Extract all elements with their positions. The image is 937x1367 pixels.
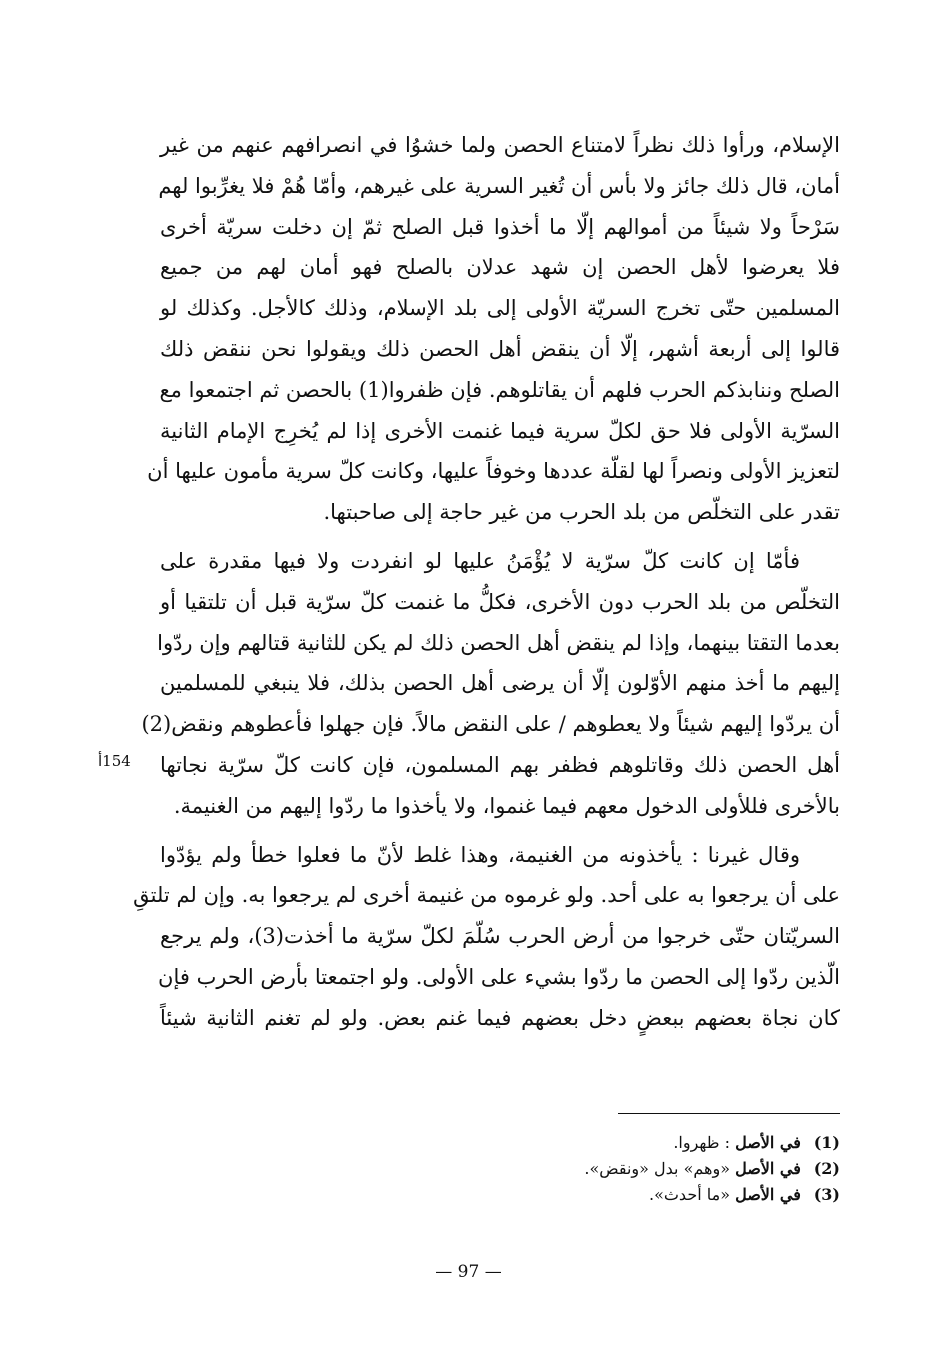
text-line: قالوا إلى أربعة أشهر، إلّا أن ينقض أهل الحصن ذلك ويقولوا نحن ننقض ذلك [160,336,841,361]
text-line: بالأخرى فللأولى الدخول معهم فيما غنموا، ولا يأخذوا ما ردّوا إليهم من الغنيمة. [173,793,840,818]
footnote-text: «وهم» بدل «ونقض». [584,1159,730,1178]
text-line: إليهم ما أخذ منهم الأوّلون إلّا أن يرضى أهل الحصن بذلك، فلا ينبغي للمسلمين [160,671,840,696]
text-line: الّذين ردّوا إلى الحصن ما ردّوا بشيء على الأولى. ولو اجتمعتا بأرض الحرب فإن [158,964,840,989]
footnote-number: (3) [813,1185,840,1204]
text-line: لتعزيز الأولى ونصراً لها لقلّة عددها وخوفاً عليها، وكانت كلّ سرية مأمون عليها أن [147,459,840,484]
text-line: الإسلام، ورأوا ذلك نظراً لامتناع الحصن ولما خشوُا في انصرافهم عنهم من غير [160,133,840,157]
footnote-2 [420,1156,840,1182]
text-line: أمان، قال ذلك جائز ولا بأس أن تُغير السرية على غيرهم، وأمّا هُمْ فلا يغرِّبوا لهم [158,173,840,198]
text-line: التخلّص من بلد الحرب دون الأخرى، فكلُّ ما غنمت كلّ سرّية قبل أن تلتقيا أو [160,589,840,614]
text-line: وقال غيرنا : يأخذونه من الغنيمة، وهذا غلط لأنّ ما فعلوا خطأ ولم يؤدّوا [160,842,800,867]
footnote-3 [420,1182,840,1208]
footnote-source: في الأصل [735,1133,801,1152]
text-line: الصلح وننابذكم الحرب فلهم أن يقاتلوهم. فإن ظفروا(1) بالحصن ثم اجتمعوا مع [159,377,840,402]
footnote-text: : ظهروا. [673,1133,730,1152]
text-line: سَرْحاً ولا شيئاً من أموالهم إلّا ما أخذوا قبل الصلح ثمّ إن دخلت سريّة أخرى [160,214,840,239]
text-line: أن يردّوا إليهم شيئاً ولا يعطوهم / على النقض مالاً. فإن جهلوا فأعطوهم ونقض(2) [141,712,840,737]
paragraph-2 [141,541,840,827]
text-line: على أن يرجعوا به على أحد. ولو غرموه من غنيمة أخرى لم يرجعوا به. وإن لم تلتقِ [133,883,840,908]
footnote-number: (1) [813,1133,840,1152]
footnote-divider [618,1113,840,1114]
text-line: المسلمين حتّى تخرج السريّة الأولى إلى بلد الإسلام، وذلك كالأجل. وكذلك لو [160,296,840,321]
footnote-1 [420,1130,840,1156]
manuscript-folio-marker: 154أ [98,752,131,770]
footnotes [420,1130,840,1208]
text-line: تقدر على التخلّص من بلد الحرب من غير حاجة إلى صاحبتها. [323,500,840,525]
footnote-source: في الأصل [735,1185,801,1204]
text-line: فلا يعرضوا لأهل الحصن إن شهد عدلان بالصلح فهو أمان لهم من جميع [160,255,840,280]
paragraph-1 [147,125,841,533]
text-line: فأمّا إن كانت كلّ سرّية لا يُؤْمَنُ عليها لو انفردت ولا فيها مقدرة على [160,548,800,573]
text-line: السريّتان حتّى خرجوا من أرض الحرب سُلّمَ لكلّ سرّية ما أخذت(3)، ولم يرجع [160,924,840,949]
text-line: أهل الحصن ذلك وقاتلوهم فظفر بهم المسلمون، فإن كانت كلّ سرّية نجاتها [160,752,840,777]
footnote-number: (2) [813,1159,840,1178]
text-line: السرّية الأولى فلا حق لكلّ سرية فيما غنمت الأخرى إذا لم يُخرِج الإمام الثانية [160,418,840,443]
footnote-text: «ما أحدث». [648,1185,730,1204]
text-line: بعدما التقتا بينهما، وإذا لم ينقض أهل الحصن ذلك لم يكن للثانية قتالهم وإن ردّوا [157,630,840,655]
footnote-source: في الأصل [735,1159,801,1178]
page-number: — 97 — [435,1262,502,1282]
main-text [133,125,841,1047]
paragraph-3 [133,835,840,1039]
text-line: كان نجاة بعضهم ببعضٍ دخل بعضهم فيما غنم بعض. ولو لم تغنم الثانية شيئاً [160,1005,840,1030]
